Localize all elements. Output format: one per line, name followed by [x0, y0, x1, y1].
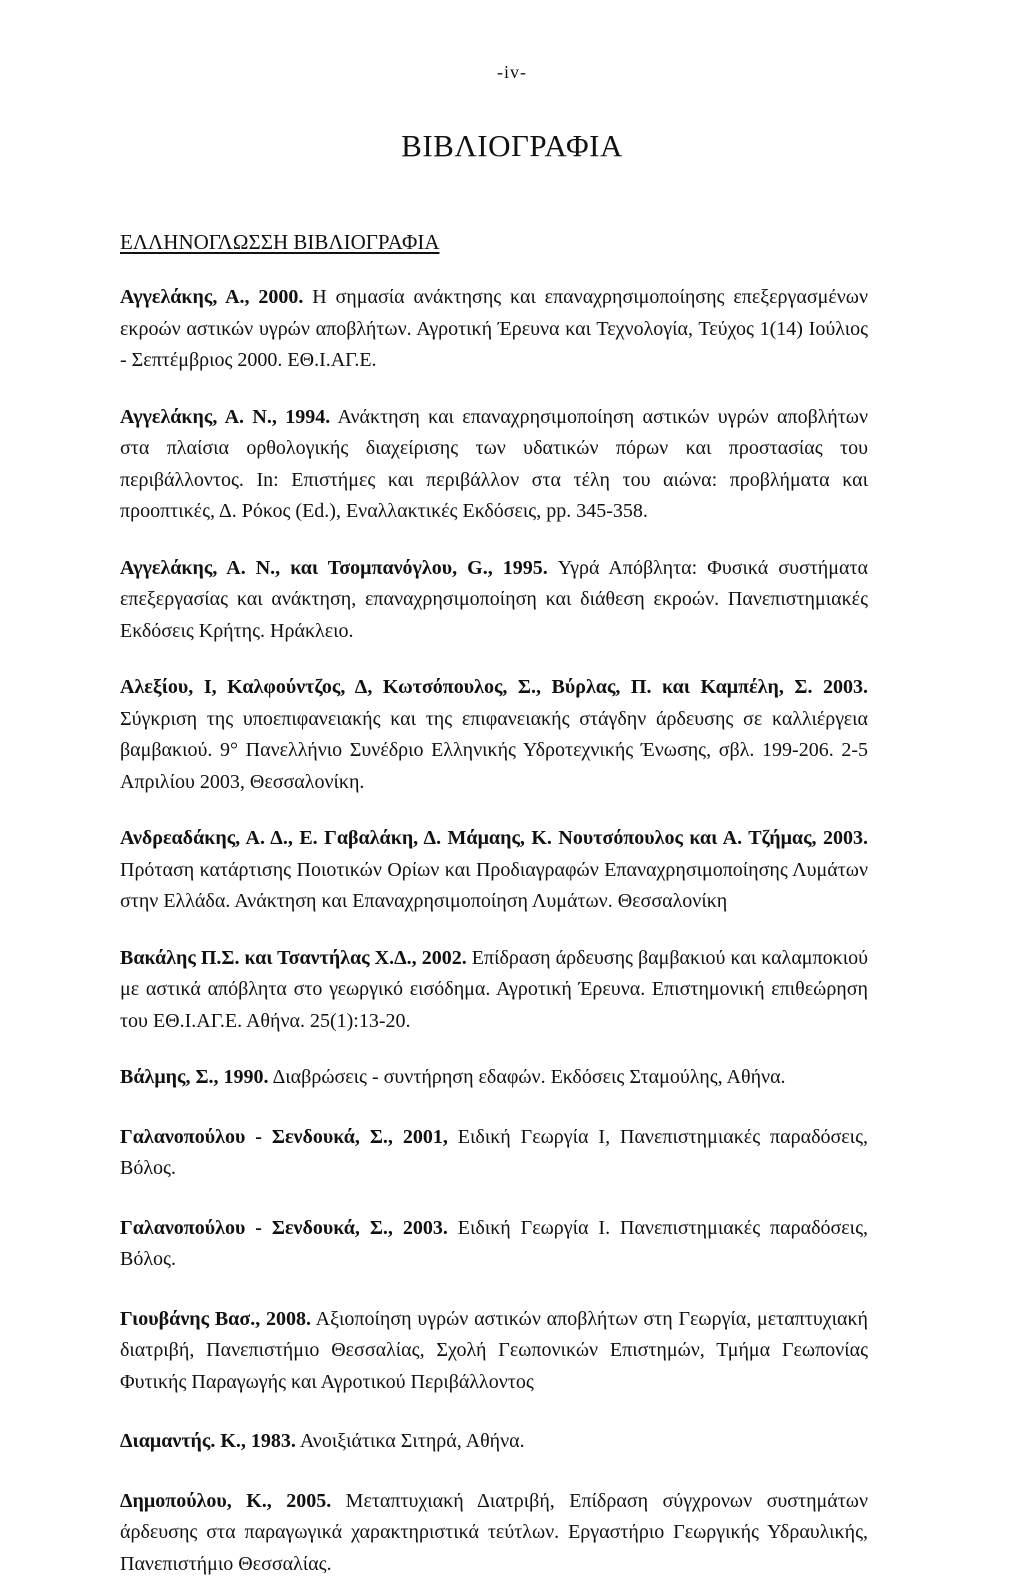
reference-authors: Βάλμης, Σ., 1990. [120, 1066, 269, 1088]
reference-text: Διαβρώσεις - συντήρηση εδαφών. Εκδόσεις Σταμούλης, Αθήνα. [269, 1066, 786, 1088]
reference-text: Μεταπτυχιακή Διατριβή, Επίδραση σύγχρονων συστημάτων άρδευσης στα παραγωγικά χαρακτηριστικά τεύτλων. Εργαστήριο Γεωργικής Υδραυλικής, Πανεπιστήμιο Θεσσαλίας. [120, 1490, 868, 1575]
reference-authors: Αλεξίου, Ι, Καλφούντζος, Δ, Κωτσόπουλος, Σ., Βύρλας, Π. και Καμπέλη, Σ. 2003. [120, 676, 868, 698]
reference-text: Ανοιξιάτικα Σιτηρά, Αθήνα. [296, 1430, 525, 1452]
reference-text: Υγρά Απόβλητα: Φυσικά συστήματα επεξεργασίας και ανάκτηση, επαναχρησιμοποίηση και διάθεση εκροών. Πανεπιστημιακές Εκδόσεις Κρήτης. Ηράκλειο. [120, 557, 868, 642]
reference-text: Επίδραση άρδευσης βαμβακιού και καλαμποκιού με αστικά απόβλητα στο γεωργικό εισόδημα. Αγροτική Έρευνα. Επιστημονική επιθεώρηση του ΕΘ.Ι.ΑΓ.Ε. Αθήνα. 25(1):13-20. [120, 947, 868, 1032]
reference-text: Πρόταση κατάρτισης Ποιοτικών Ορίων και Προδιαγραφών Επαναχρησιμοποίησης Λυμάτων στην Ελλάδα. Ανάκτηση και Επαναχρησιμοποίηση Λυμάτων. Θεσσαλονίκη [120, 859, 868, 913]
reference-authors: Ανδρεαδάκης, Α. Δ., Ε. Γαβαλάκη, Δ. Μάμαης, Κ. Νουτσόπουλος και Α. Τζήμας, 2003. [120, 827, 868, 849]
reference-authors: Δημοπούλου, Κ., 2005. [120, 1490, 331, 1512]
reference-authors: Γαλανοπούλου - Σενδουκά, Σ., 2003. [120, 1217, 448, 1239]
reference-text: Ειδική Γεωργία Ι. Πανεπιστημιακές παραδόσεις, Βόλος. [120, 1217, 868, 1271]
reference-authors: Γαλανοπούλου - Σενδουκά, Σ., 2001, [120, 1126, 448, 1148]
reference-entry [120, 402, 868, 528]
reference-entry [120, 1213, 868, 1276]
reference-authors: Βακάλης Π.Σ. και Τσαντήλας Χ.Δ., 2002. [120, 947, 467, 969]
reference-entry [120, 1426, 868, 1458]
section-heading: ΕΛΛΗΝΟΓΛΩΣΣΗ ΒΙΒΛΙΟΓΡΑΦΙΑ [120, 230, 439, 255]
reference-entry [120, 1486, 868, 1580]
reference-list [120, 282, 868, 1580]
reference-entry [120, 672, 868, 798]
page-number: -iv- [0, 62, 1024, 83]
reference-entry [120, 282, 868, 377]
reference-entry [120, 553, 868, 648]
reference-entry [120, 823, 868, 918]
reference-entry [120, 1062, 868, 1094]
reference-entry [120, 1304, 868, 1399]
reference-text: Ειδική Γεωργία Ι, Πανεπιστημιακές παραδόσεις, Βόλος. [120, 1126, 868, 1180]
reference-authors: Γιουβάνης Βασ., 2008. [120, 1308, 311, 1330]
reference-text: Σύγκριση της υποεπιφανειακής και της επιφανειακής στάγδην άρδευσης σε καλλιέργεια βαμβακιού. 9° Πανελλήνιο Συνέδριο Ελληνικής Υδροτεχνικής Ένωσης, σβλ. 199-206. 2-5 Απριλίου 2003, Θεσσαλονίκη. [120, 708, 868, 793]
reference-text: Ανάκτηση και επαναχρησιμοποίηση αστικών υγρών αποβλήτων στα πλαίσια ορθολογικής διαχείρισης των υδατικών πόρων και προστασίας του περιβάλλοντος. In: Επιστήμες και περιβάλλον στα τέλη του αιώνα: προβλήματα και προοπτικές, Δ. Ρόκος (Ed.), Εναλλακτικές Εκδόσεις, pp. 345-358. [120, 406, 868, 523]
reference-text: Αξιοποίηση υγρών αστικών αποβλήτων στη Γεωργία, μεταπτυχιακή διατριβή, Πανεπιστήμιο Θεσσαλίας, Σχολή Γεωπονικών Επιστημών, Τμήμα Γεωπονίας Φυτικής Παραγωγής και Αγροτικού Περιβάλλοντος [120, 1308, 868, 1393]
reference-authors: Αγγελάκης, Α. Ν., και Τσομπανόγλου, G., 1995. [120, 557, 548, 579]
reference-text: Η σημασία ανάκτησης και επαναχρησιμοποίησης επεξεργασμένων εκροών αστικών υγρών αποβλήτων. Αγροτική Έρευνα και Τεχνολογία, Τεύχος 1(14) Ιούλιος - Σεπτέμβριος 2000. ΕΘ.Ι.ΑΓ.Ε. [120, 286, 868, 371]
reference-entry [120, 943, 868, 1038]
reference-authors: Διαμαντής. Κ., 1983. [120, 1430, 296, 1452]
reference-authors: Αγγελάκης, Α. Ν., 1994. [120, 406, 330, 428]
page-title: ΒΙΒΛΙΟΓΡΑΦΙΑ [0, 128, 1024, 164]
reference-entry [120, 1122, 868, 1185]
reference-authors: Αγγελάκης, Α., 2000. [120, 286, 303, 308]
